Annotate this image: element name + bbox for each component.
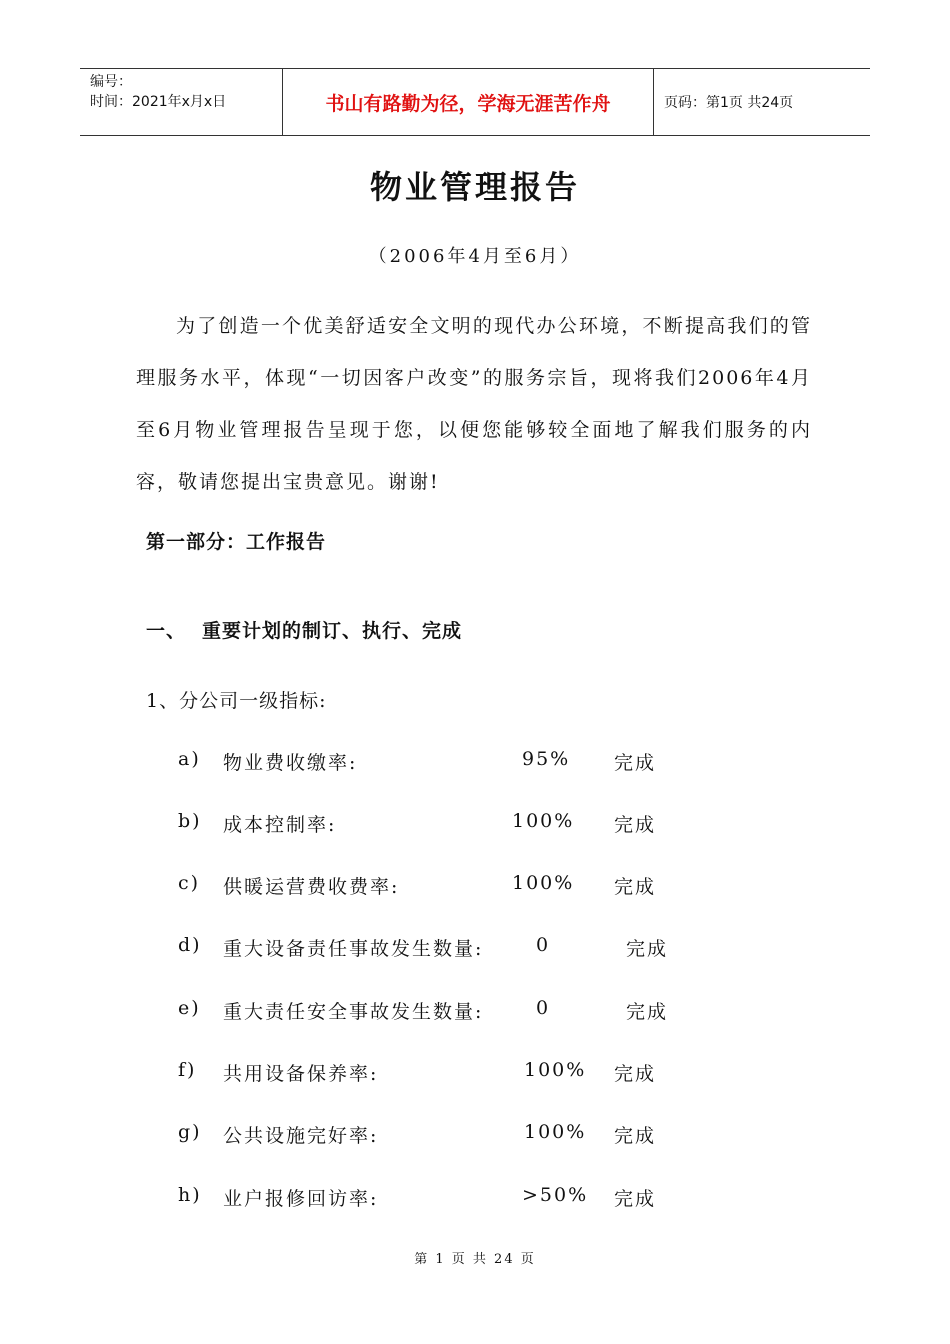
subsection-heading: 1、分公司一级指标: (146, 690, 327, 712)
item-value: 0 (536, 934, 551, 956)
item-label: 共用设备保养率: (223, 1063, 379, 1085)
header-motto (282, 69, 654, 135)
item-status: 完成 (614, 1125, 657, 1147)
indicator-item (178, 748, 738, 776)
indicator-item (178, 1059, 738, 1087)
item-value: 100% (512, 810, 575, 832)
indicator-item (178, 997, 738, 1025)
item-status: 完成 (614, 1188, 657, 1210)
page-footer: 第 1 页 共 24 页 (414, 1252, 536, 1267)
indicator-item (178, 810, 738, 838)
intro-paragraph: 为了创造一个优美舒适安全文明的现代办公环境，不断提高我们的管理服务水平，体现“一切因客户改变”的服务宗旨，现将我们2006年4月至6月物业管理报告呈现于您，以便您能够较全面地了解我们服务的内容，敬请您提出宝贵意见。谢谢! (136, 315, 812, 493)
item-value: >50% (522, 1184, 589, 1206)
document-subtitle: （2006年4月至6月） (368, 246, 582, 267)
indicator-item (178, 872, 738, 900)
item-letter: e) (178, 997, 201, 1019)
item-label: 物业费收缴率: (223, 752, 358, 774)
indicator-item (178, 1121, 738, 1149)
item-letter: f) (178, 1059, 197, 1081)
section-number: 一、 (146, 620, 187, 642)
section-heading (146, 616, 462, 643)
item-letter: g) (178, 1121, 202, 1143)
motto-text: 书山有路勤为径，学海无涯苦作舟 (325, 92, 611, 115)
item-value: 100% (524, 1059, 587, 1081)
item-status: 完成 (614, 876, 657, 898)
item-letter: b) (178, 810, 202, 832)
item-label: 重大责任安全事故发生数量: (223, 1001, 484, 1023)
item-value: 95% (522, 748, 571, 770)
date-label: 时间：2021年x月x日 (90, 94, 227, 110)
item-status: 完成 (614, 752, 657, 774)
item-letter: c) (178, 872, 201, 894)
item-value: 100% (524, 1121, 587, 1143)
item-letter: h) (178, 1184, 202, 1206)
item-label: 业户报修回访率: (223, 1188, 379, 1210)
item-letter: d) (178, 934, 202, 956)
header-page-info: 页码：第1页 共24页 (664, 95, 794, 111)
item-status: 完成 (614, 814, 657, 836)
item-status: 完成 (626, 1001, 669, 1023)
indicator-item (178, 1184, 738, 1212)
part-heading: 第一部分：工作报告 (146, 531, 327, 553)
item-status: 完成 (614, 1063, 657, 1085)
item-label: 重大设备责任事故发生数量: (223, 938, 484, 960)
page-header (80, 68, 870, 136)
item-value: 100% (512, 872, 575, 894)
indicator-item (178, 934, 738, 962)
item-value: 0 (536, 997, 551, 1019)
section-title: 重要计划的制订、执行、完成 (202, 620, 463, 642)
item-label: 成本控制率: (223, 814, 337, 836)
item-label: 公共设施完好率: (223, 1125, 379, 1147)
item-letter: a) (178, 748, 201, 770)
header-meta (80, 69, 282, 135)
item-label: 供暖运营费收费率: (223, 876, 400, 898)
number-label: 编号： (90, 74, 132, 90)
item-status: 完成 (626, 938, 669, 960)
document-title: 物业管理报告 (369, 168, 580, 206)
